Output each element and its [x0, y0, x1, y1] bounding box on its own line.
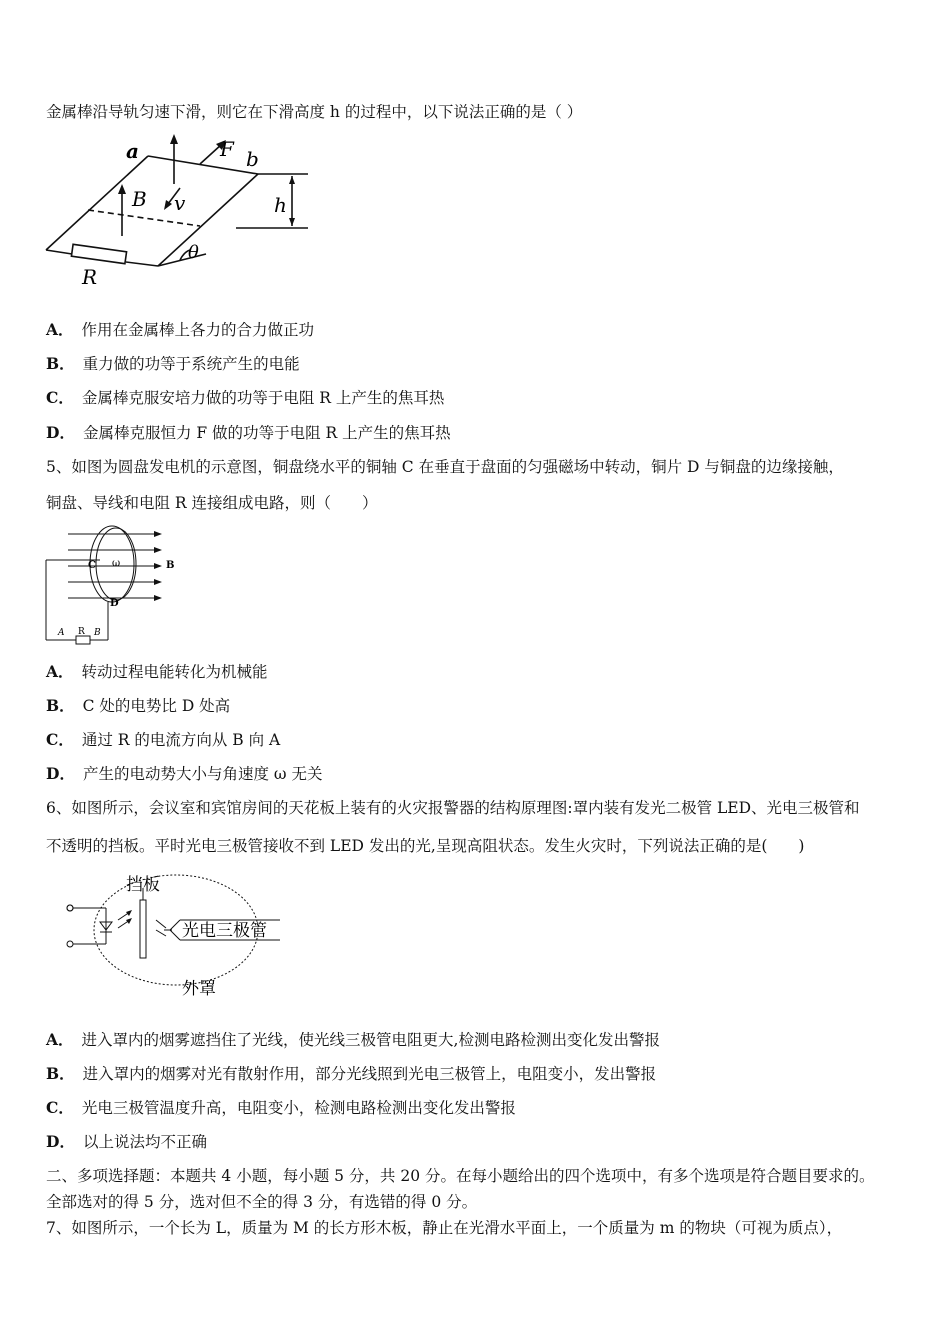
option-letter: A． — [46, 662, 74, 681]
option-letter: C． — [46, 388, 74, 407]
q6-option-d[interactable] — [46, 1132, 207, 1152]
option-text: 通过 R 的电流方向从 B 向 A — [81, 731, 281, 749]
label-theta: θ — [188, 242, 199, 263]
option-text: 金属棒克服安培力做的功等于电阻 R 上产生的焦耳热 — [81, 389, 445, 407]
option-text: 作用在金属棒上各力的合力做正功 — [81, 321, 315, 339]
option-letter: D． — [46, 764, 75, 783]
label-R: R — [82, 265, 98, 289]
q6-option-a[interactable] — [46, 1030, 660, 1050]
option-letter: D． — [46, 1132, 75, 1151]
label-D: D — [110, 598, 119, 609]
q5-option-b[interactable] — [46, 696, 230, 716]
label-R: R — [78, 627, 85, 637]
option-text: 转动过程电能转化为机械能 — [81, 663, 268, 681]
label-B-end: B — [94, 628, 101, 638]
label-F: F — [220, 137, 234, 161]
q4-option-b[interactable] — [46, 354, 300, 374]
option-letter: C． — [46, 1098, 74, 1117]
label-v: v — [174, 191, 186, 215]
option-text: 产生的电动势大小与角速度 ω 无关 — [82, 765, 323, 783]
option-letter: C． — [46, 730, 74, 749]
label-a: a — [126, 139, 139, 163]
disk-generator-diagram — [40, 520, 190, 646]
option-text: 以上说法均不正确 — [82, 1133, 207, 1151]
q5-option-a[interactable] — [46, 662, 268, 682]
option-text: 光电三极管温度升高，电阻变小，检测电路检测出变化发出警报 — [81, 1099, 516, 1117]
label-phototransistor: 光电三极管 — [182, 921, 267, 941]
option-letter: B． — [46, 696, 75, 715]
q4-option-a[interactable] — [46, 320, 314, 340]
smoke-detector-diagram — [60, 870, 290, 1000]
option-text: 进入罩内的烟雾遮挡住了光线，使光线三极管电阻更大,检测电路检测出变化发出警报 — [81, 1031, 660, 1049]
option-text: 金属棒克服恒力 F 做的功等于电阻 R 上产生的焦耳热 — [82, 424, 451, 442]
incline-rail-diagram — [40, 132, 330, 292]
q4-figure — [40, 132, 330, 296]
option-text: 进入罩内的烟雾对光有散射作用，部分光线照到光电三极管上，电阻变小，发出警报 — [82, 1065, 657, 1083]
label-cover: 外罩 — [182, 979, 216, 999]
label-B: B — [132, 187, 147, 211]
option-letter: B． — [46, 354, 75, 373]
label-baffle: 挡板 — [126, 875, 160, 895]
q6-figure — [60, 870, 290, 1004]
label-C: C — [88, 560, 96, 571]
option-text: 重力做的功等于系统产生的电能 — [82, 355, 300, 373]
q5-figure — [40, 520, 190, 650]
q5-stem-line1: 5、如图为圆盘发电机的示意图，铜盘绕水平的铜轴 C 在垂直于盘面的匀强磁场中转动，铜片 D 与铜盘的边缘接触， — [46, 458, 844, 476]
option-letter: A． — [46, 320, 74, 339]
label-A: A — [58, 628, 65, 638]
q6-stem-line2: 不透明的挡板。平时光电三极管接收不到 LED 发出的光,呈现高阻状态。发生火灾时，下列说法正确的是( ) — [46, 837, 805, 855]
option-letter: B． — [46, 1064, 75, 1083]
q5-option-c[interactable] — [46, 730, 280, 750]
label-h: h — [274, 193, 287, 217]
section2-line2: 全部选对的得 5 分，选对但不全的得 3 分，有选错的得 0 分。 — [46, 1193, 478, 1211]
option-letter: A． — [46, 1030, 74, 1049]
q4-option-c[interactable] — [46, 388, 444, 408]
q4-stem: 金属棒沿导轨匀速下滑，则它在下滑高度 h 的过程中，以下说法正确的是（ ） — [46, 103, 583, 121]
q6-stem-line1: 6、如图所示，会议室和宾馆房间的天花板上装有的火灾报警器的结构原理图:罩内装有发光二极管 LED、光电三极管和 — [46, 799, 860, 817]
q6-option-b[interactable] — [46, 1064, 656, 1084]
q5-stem-line2: 铜盘、导线和电阻 R 连接组成电路，则（ ） — [46, 494, 378, 512]
q4-option-d[interactable] — [46, 423, 451, 443]
label-omega: ω — [112, 558, 121, 569]
q5-option-d[interactable] — [46, 764, 322, 784]
label-b: b — [246, 147, 259, 171]
option-letter: D． — [46, 423, 75, 442]
q6-option-c[interactable] — [46, 1098, 516, 1118]
option-text: C 处的电势比 D 处高 — [82, 697, 231, 715]
label-B: B — [166, 560, 175, 571]
section2-line1: 二、多项选择题：本题共 4 小题，每小题 5 分，共 20 分。在每小题给出的四个选项中，有多个选项是符合题目要求的。 — [46, 1167, 875, 1185]
q7-stem-line1: 7、如图所示，一个长为 L，质量为 M 的长方形木板，静止在光滑水平面上，一个质量为 m 的物块（可视为质点）， — [46, 1219, 843, 1237]
